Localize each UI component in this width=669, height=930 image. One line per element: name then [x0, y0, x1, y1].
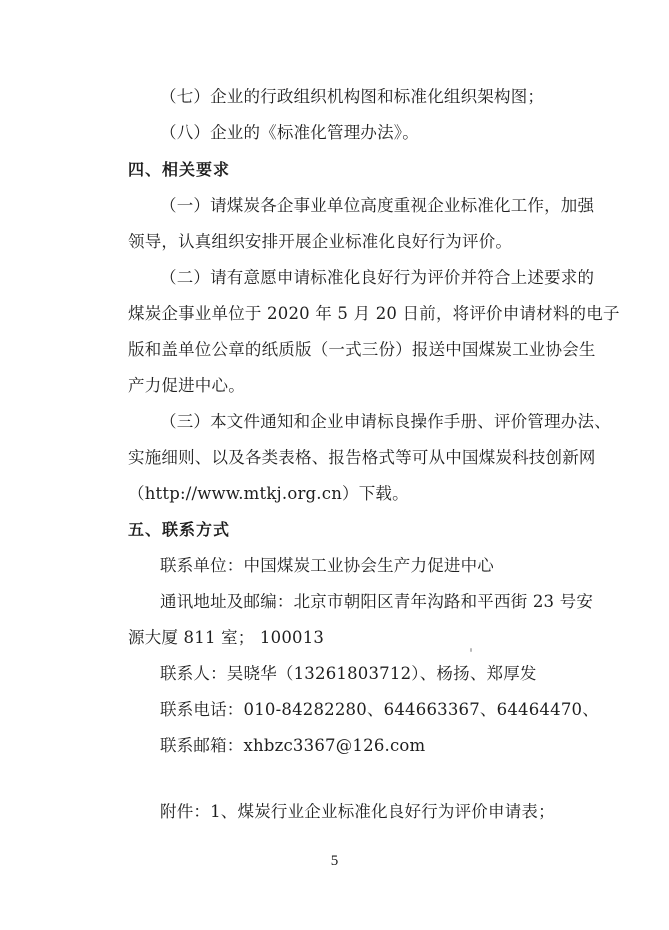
attachment-line: 附件：1、煤炭行业企业标准化良好行为评价申请表；: [160, 802, 555, 821]
section-5-heading: 五、联系方式: [128, 520, 231, 539]
requirement-2-line-1: （二）请有意愿申请标准化良好行为评价并符合上述要求的: [160, 268, 595, 287]
page-number: 5: [330, 853, 339, 869]
scan-speck: [470, 648, 472, 652]
section-4-heading: 四、相关要求: [128, 160, 231, 179]
contact-email: 联系邮箱：xhbzc3367@126.com: [160, 736, 426, 755]
contact-phones: 联系电话：010-84282280、644663367、64464470、: [160, 700, 599, 719]
requirement-2-line-2: 煤炭企事业单位于 2020 年 5 月 20 日前，将评价申请材料的电子: [128, 304, 620, 323]
requirement-1-line-2: 领导，认真组织安排开展企业标准化良好行为评价。: [128, 232, 513, 251]
contact-unit: 联系单位：中国煤炭工业协会生产力促进中心: [160, 556, 494, 575]
contact-address-line-2: 源大厦 811 室； 100013: [128, 628, 325, 647]
item-7: （七）企业的行政组织机构图和标准化组织架构图；: [160, 87, 545, 106]
requirement-3-line-1: （三）本文件通知和企业申请标良操作手册、评价管理办法、: [160, 412, 611, 431]
requirement-3-line-3: （http://www.mtkj.org.cn）下载。: [128, 484, 409, 503]
requirement-1-line-1: （一）请煤炭各企事业单位高度重视企业标准化工作，加强: [160, 196, 595, 215]
requirement-2-line-4: 产力促进中心。: [128, 376, 245, 395]
item-8: （八）企业的《标准化管理办法》。: [160, 123, 419, 142]
contact-address-line-1: 通讯地址及邮编：北京市朝阳区青年沟路和平西街 23 号安: [160, 592, 594, 611]
requirement-3-line-2: 实施细则、以及各类表格、报告格式等可从中国煤炭科技创新网: [128, 448, 596, 467]
requirement-2-line-3: 版和盖单位公章的纸质版（一式三份）报送中国煤炭工业协会生: [128, 340, 596, 359]
contact-persons: 联系人：吴晓华（13261803712）、杨扬、郑厚发: [160, 664, 537, 683]
